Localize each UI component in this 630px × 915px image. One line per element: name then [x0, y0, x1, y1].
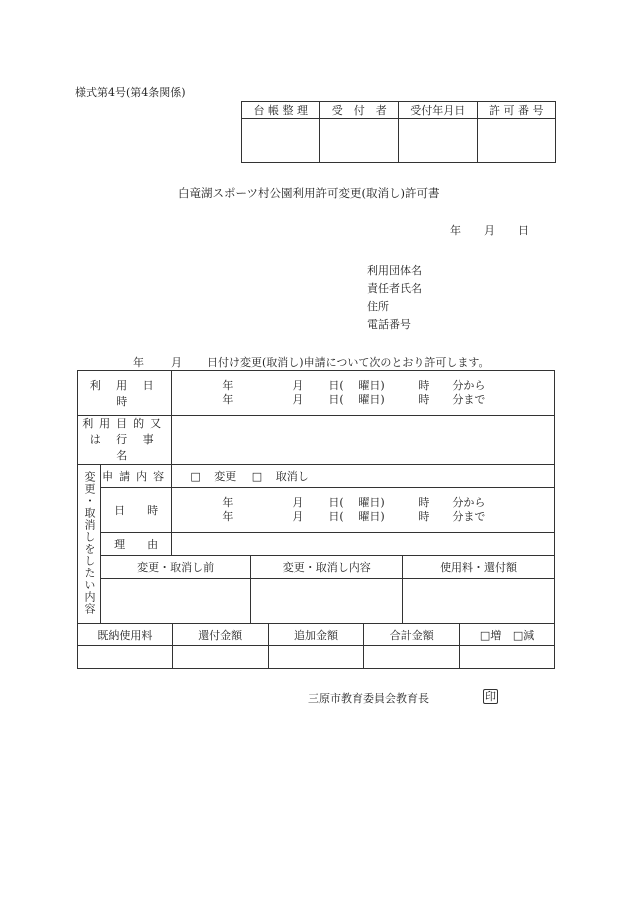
refund-amount-cell — [172, 646, 268, 669]
increase-decrease-cell — [460, 646, 555, 669]
issue-day: 日 — [518, 224, 529, 237]
intro-year: 年 — [133, 356, 144, 369]
issue-month: 月 — [484, 224, 495, 237]
cancel-option-label: 取消し — [275, 470, 309, 483]
use-datetime-cell: 年 月 日( 曜日) 時 分から 年 月 日( 曜日) 時 分まで — [172, 371, 555, 416]
form-number: 様式第4号(第4条関係) — [75, 86, 186, 99]
cancel-checkbox: □ — [251, 470, 263, 483]
purpose-label: 利用目的又 は 行 事 名 — [78, 416, 172, 465]
applicant-person-label: 責任者氏名 — [367, 282, 422, 295]
ledger-cell-register — [242, 119, 320, 163]
total-amount-header: 合計金額 — [364, 624, 460, 646]
change-content-cell — [251, 579, 403, 624]
main-table — [77, 370, 555, 624]
additional-amount-cell — [268, 646, 364, 669]
paid-fee-header: 既納使用料 — [78, 624, 173, 646]
reason-label: 理 由 — [100, 533, 172, 556]
request-content-label: 申請内容 — [100, 465, 172, 488]
applicant-address-label: 住所 — [367, 300, 389, 313]
increase-checkbox-label: □増 — [479, 628, 502, 642]
ledger-table — [241, 101, 556, 163]
intro-month: 月 — [171, 356, 182, 369]
applicant-phone-label: 電話番号 — [367, 318, 411, 331]
ledger-header-receiver: 受 付 者 — [320, 102, 399, 119]
decrease-checkbox-label: □減 — [512, 628, 535, 642]
applicant-org-label: 利用団体名 — [367, 264, 422, 277]
purpose-cell — [172, 416, 555, 465]
change-datetime-cell: 年 月 日( 曜日) 時 分から 年 月 日( 曜日) 時 分まで — [172, 488, 555, 533]
issue-year: 年 — [450, 224, 461, 237]
change-datetime-label: 日 時 — [100, 488, 172, 533]
change-checkbox: □ — [190, 470, 201, 483]
request-content-cell — [172, 465, 555, 488]
document-title: 白竜湖スポーツ村公園利用許可変更(取消し)許可書 — [178, 186, 440, 200]
increase-decrease-header — [460, 624, 555, 646]
refund-amount-header: 還付金額 — [172, 624, 268, 646]
seal-mark — [483, 689, 498, 704]
fee-table — [77, 623, 555, 669]
ledger-header-date: 受付年月日 — [399, 102, 477, 119]
change-content-header: 変更・取消し内容 — [251, 556, 403, 579]
issuer-title: 三原市教育委員会教育長 — [308, 692, 429, 705]
intro-text: 日付け変更(取消し)申請について次のとおり許可します。 — [207, 356, 490, 369]
fee-refund-cell — [403, 579, 555, 624]
fee-refund-header: 使用料・還付額 — [403, 556, 555, 579]
additional-amount-header: 追加金額 — [268, 624, 364, 646]
total-amount-cell — [364, 646, 460, 669]
ledger-cell-date — [399, 119, 477, 163]
change-option-label: 変更 — [214, 470, 237, 483]
use-datetime-label: 利 用 日 時 — [78, 371, 172, 416]
ledger-cell-receiver — [320, 119, 399, 163]
before-change-header: 変更・取消し前 — [100, 556, 250, 579]
reason-cell — [172, 533, 555, 556]
before-change-cell — [100, 579, 250, 624]
seal-label: 印 — [485, 690, 496, 703]
paid-fee-cell — [78, 646, 173, 669]
ledger-header-permit-number: 許 可 番 号 — [477, 102, 556, 119]
ledger-header-register: 台 帳 整 理 — [242, 102, 320, 119]
ledger-cell-permit-number — [477, 119, 556, 163]
change-section-label: 変更・取消しをしたい内容 — [78, 465, 101, 624]
